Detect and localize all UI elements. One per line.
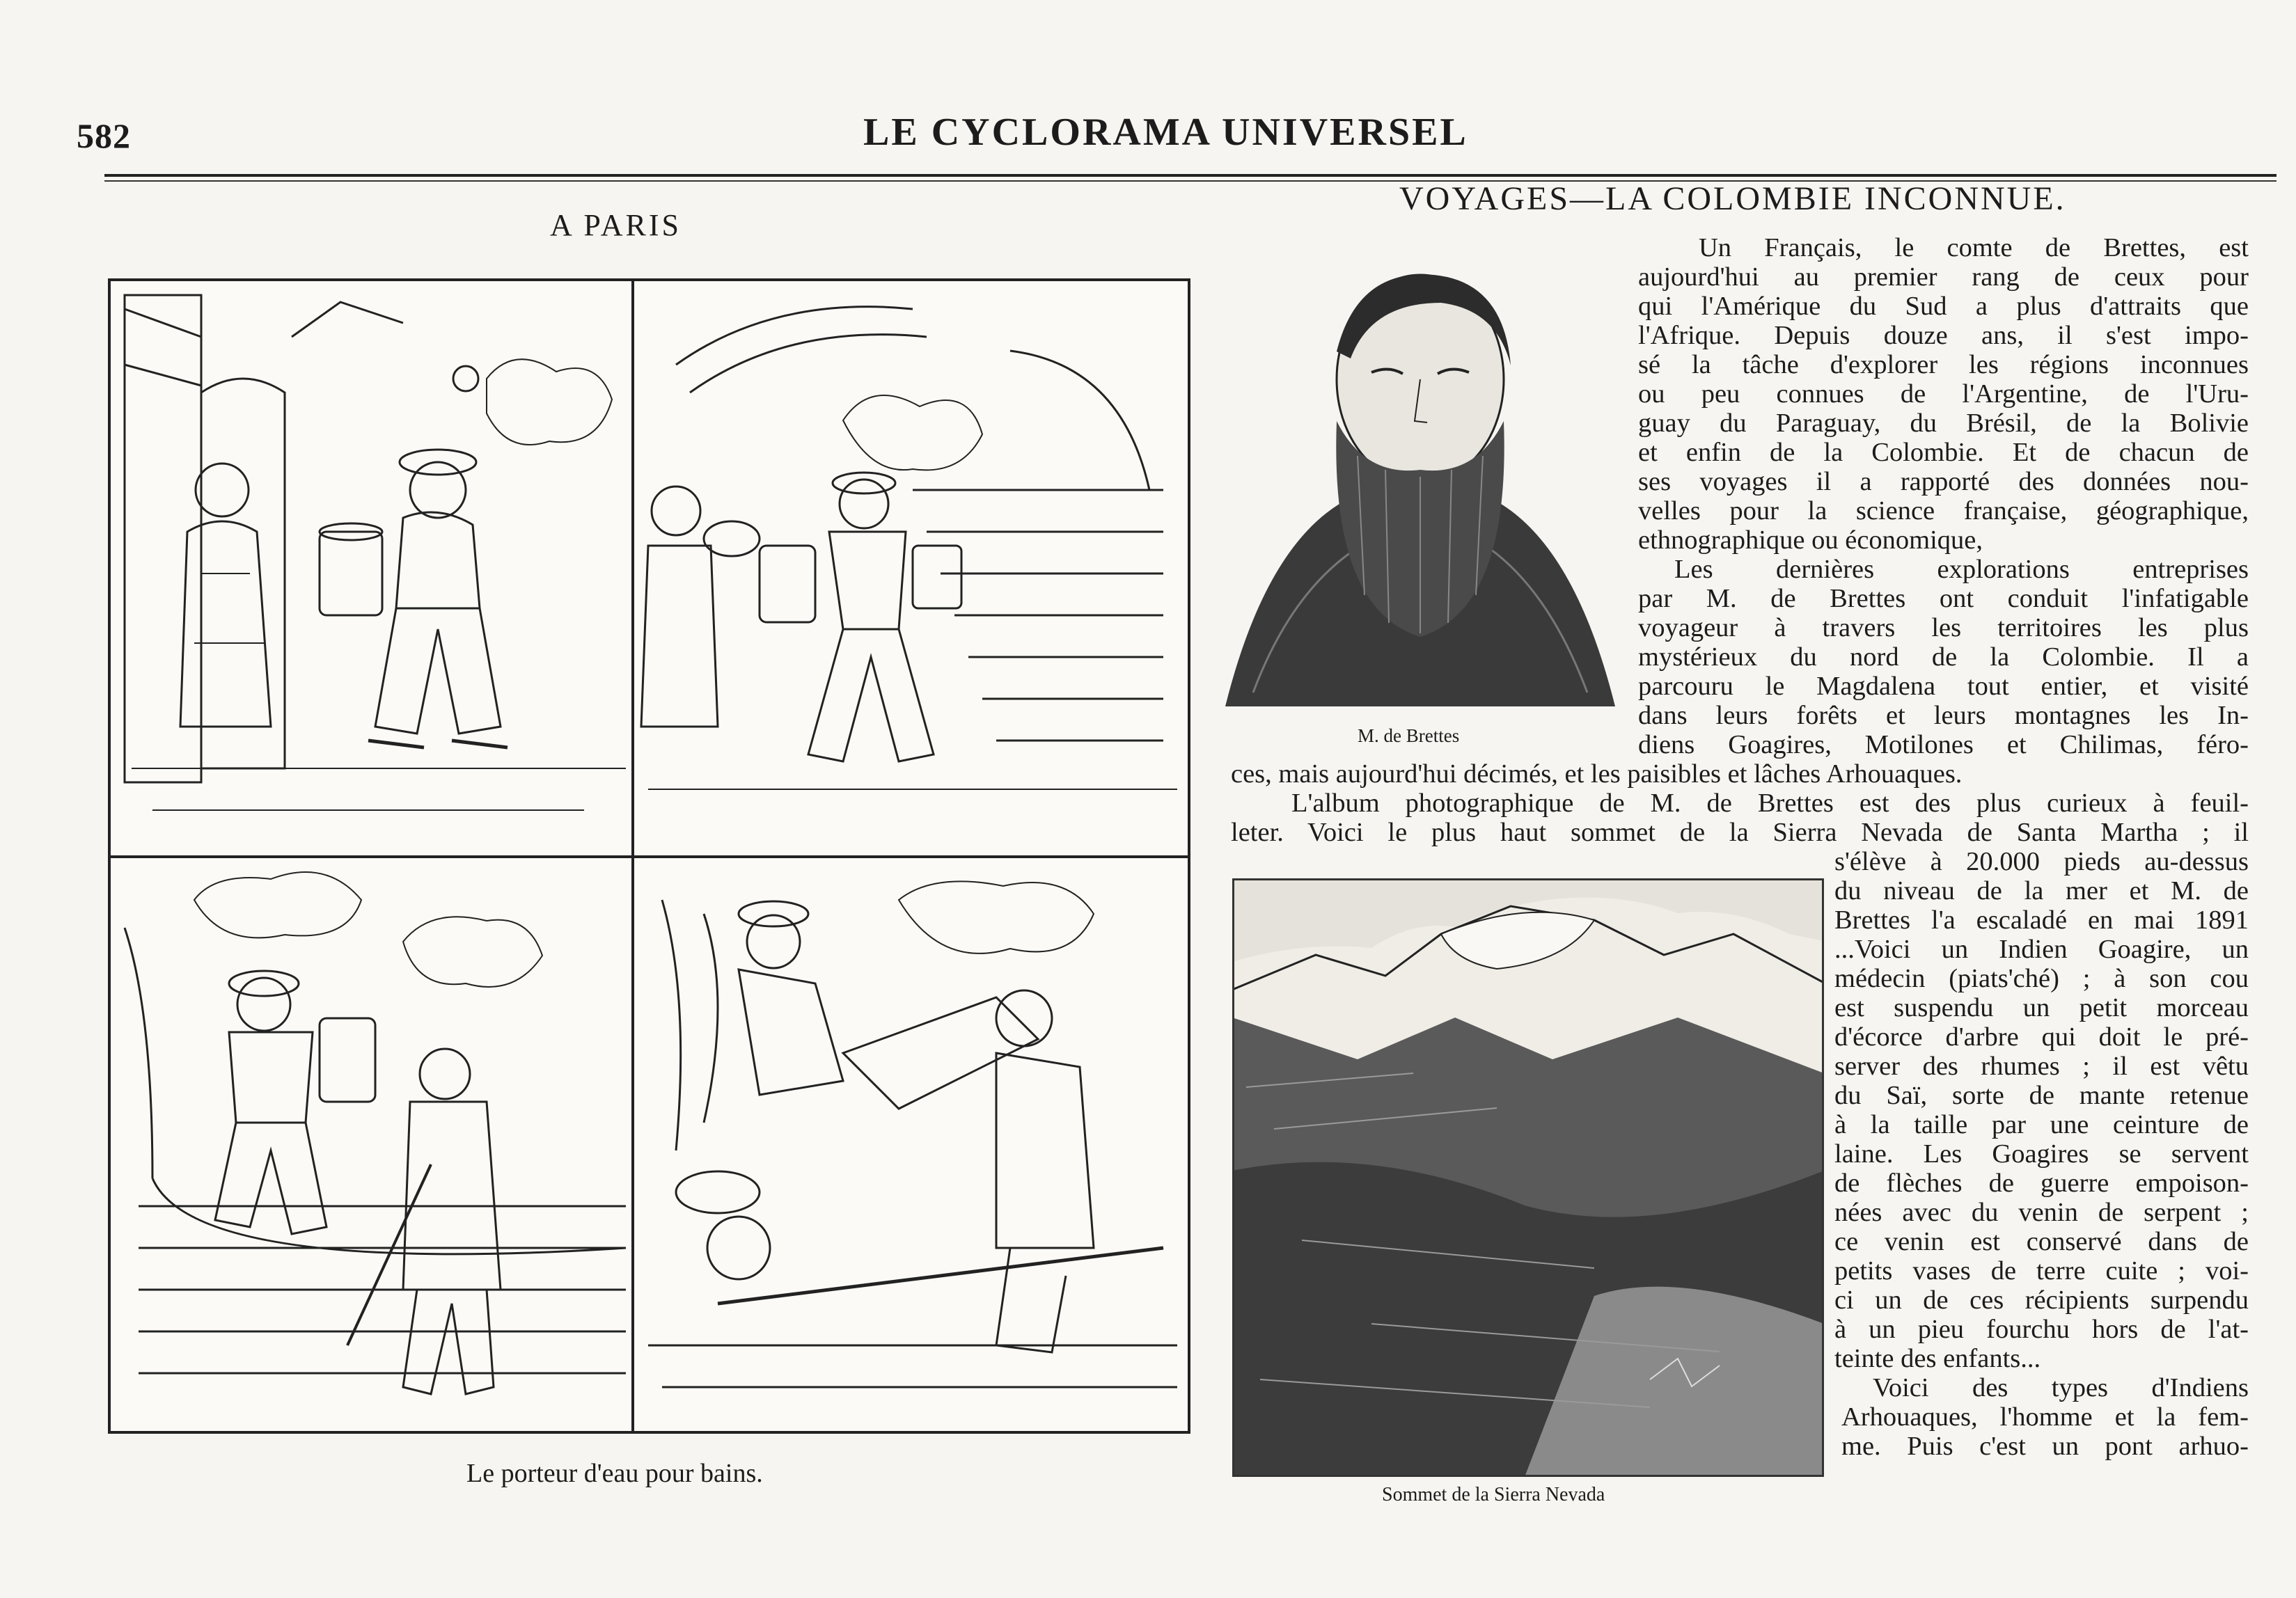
page-number: 582 <box>77 116 131 155</box>
text-line: Un Français, le comte de Brettes, est <box>1699 233 2249 262</box>
section-heading: A PARIS <box>550 208 682 242</box>
text-line: ...Voici un Indien Goagire, un <box>1834 935 2249 964</box>
mountain-engraving <box>1232 878 1824 1477</box>
text-line: qui l'Amérique du Sud a plus d'attraits que <box>1638 292 2249 321</box>
comic-panel-3-stairs-climb <box>111 858 631 1431</box>
text-line: me. Puis c'est un pont arhuo- <box>1841 1432 2249 1461</box>
portrait-engraving <box>1211 247 1629 720</box>
text-line: du Saï, sorte de mante retenue <box>1834 1081 2249 1110</box>
text-line: Brettes l'a escaladé en mai 1891 <box>1834 905 2249 935</box>
comic-caption: Le porteur d'eau pour bains. <box>466 1459 763 1488</box>
comic-panel-2-staircase <box>634 281 1188 855</box>
portrait-caption: M. de Brettes <box>1358 725 1460 746</box>
text-line: parcouru le Magdalena tout entier, et visité <box>1638 672 2249 701</box>
comic-panel-1-doorway <box>111 281 631 855</box>
text-line: ces, mais aujourd'hui décimés, et les paisibles et lâches Arhouaques. <box>1231 759 1963 789</box>
text-line: est suspendu un petit morceau <box>1834 993 2249 1022</box>
comic-panel-4-fall <box>634 858 1188 1431</box>
text-line: diens Goagires, Motilones et Chilimas, féro- <box>1638 730 2249 759</box>
text-line: Les dernières explorations entreprises <box>1674 555 2249 584</box>
text-line: Arhouaques, l'homme et la fem- <box>1841 1402 2249 1432</box>
text-line: server des rhumes ; il est vêtu <box>1834 1052 2249 1081</box>
text-line: ou peu connues de l'Argentine, de l'Uru- <box>1638 379 2249 409</box>
text-line: teinte des enfants... <box>1834 1344 2041 1373</box>
text-line: ci un de ces récipients surpendu <box>1834 1285 2249 1315</box>
text-line: ses voyages il a rapporté des données nou- <box>1638 467 2249 496</box>
text-line: L'album photographique de M. de Brettes est des plus curieux à feuil- <box>1291 789 2249 818</box>
text-line: Voici des types d'Indiens <box>1873 1373 2249 1402</box>
text-line: s'élève à 20.000 pieds au-dessus <box>1834 847 2249 876</box>
article-title: VOYAGES—LA COLOMBIE INCONNUE. <box>1399 180 2066 217</box>
header-rule <box>104 174 2277 177</box>
text-line: laine. Les Goagires se servent <box>1834 1139 2249 1169</box>
text-line: dans leurs forêts et leurs montagnes les In- <box>1638 701 2249 730</box>
text-line: aujourd'hui au premier rang de ceux pour <box>1638 262 2249 292</box>
running-title: LE CYCLORAMA UNIVERSEL <box>863 111 1468 154</box>
text-line: à un pieu fourchu hors de l'at- <box>1834 1315 2249 1344</box>
text-line: à la taille par une ceinture de <box>1834 1110 2249 1139</box>
comic-strip-illustration <box>108 278 1190 1434</box>
text-line: l'Afrique. Depuis douze ans, il s'est impo- <box>1638 321 2249 350</box>
text-line: sé la tâche d'explorer les régions inconnues <box>1638 350 2249 379</box>
text-line: voyageur à travers les territoires les plus <box>1638 613 2249 642</box>
text-line: de flèches de guerre empoison- <box>1834 1169 2249 1198</box>
text-line: petits vases de terre cuite ; voi- <box>1834 1256 2249 1285</box>
mountain-caption: Sommet de la Sierra Nevada <box>1382 1484 1605 1505</box>
text-line: du niveau de la mer et M. de <box>1834 876 2249 905</box>
text-line: leter. Voici le plus haut sommet de la Sierra Nevada de Santa Martha ; il <box>1231 818 2249 847</box>
text-line: d'écorce d'arbre qui doit le pré- <box>1834 1022 2249 1052</box>
text-line: velles pour la science française, géographique, <box>1638 496 2249 525</box>
text-line: ethnographique ou économique, <box>1638 525 1983 555</box>
text-line: médecin (piats'ché) ; à son cou <box>1834 964 2249 993</box>
text-line: mystérieux du nord de la Colombie. Il a <box>1638 642 2249 672</box>
text-line: nées avec du venin de serpent ; <box>1834 1198 2249 1227</box>
text-line: par M. de Brettes ont conduit l'infatigable <box>1638 584 2249 613</box>
text-line: ce venin est conservé dans de <box>1834 1227 2249 1256</box>
text-line: guay du Paraguay, du Brésil, de la Bolivie <box>1638 409 2249 438</box>
text-line: et enfin de la Colombie. Et de chacun de <box>1638 438 2249 467</box>
